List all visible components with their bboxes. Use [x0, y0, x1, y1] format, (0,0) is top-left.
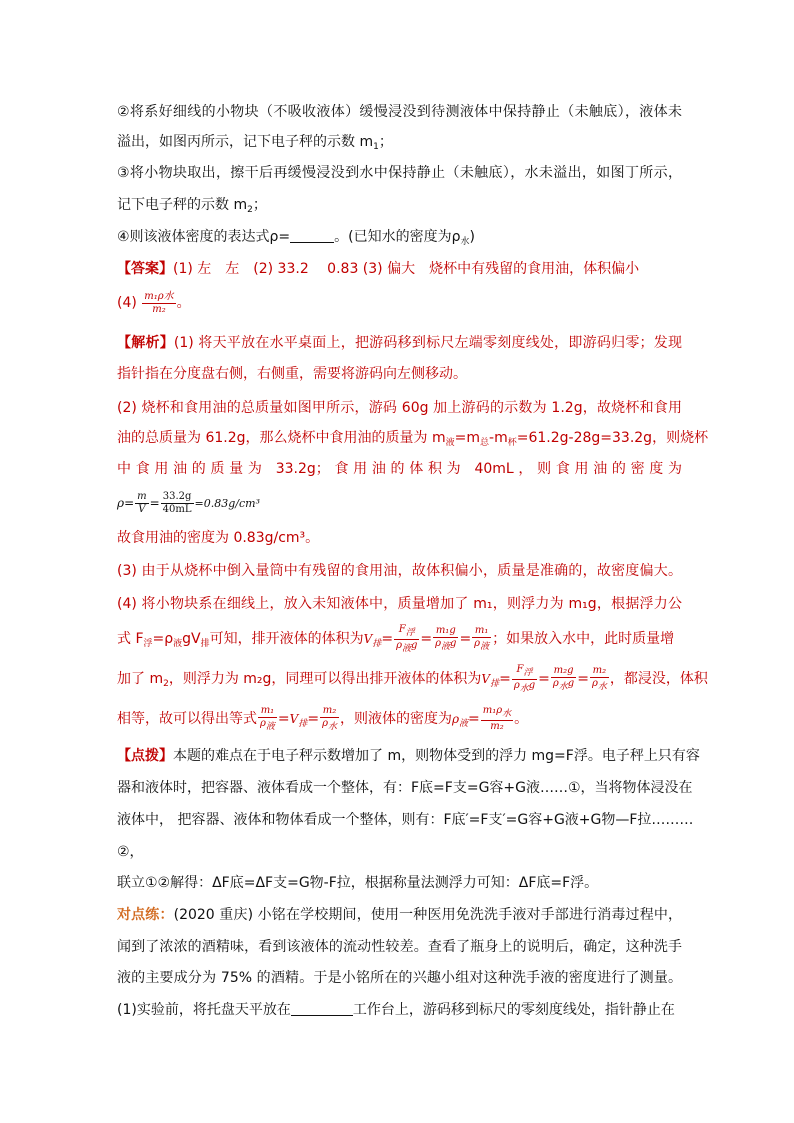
value-fraction: $\frac{33.2g}{40mL}$	[162, 491, 192, 515]
tip-tag: 【点拨】	[117, 748, 173, 764]
answer-blank	[290, 228, 334, 243]
tip-line-3: 液体中， 把容器、液体和物体看成一个整体，则有：F底′=F支′=G容+G液+G物—F拉………	[117, 812, 694, 828]
tip-line-1: 【点拨】本题的难点在于电子秤示数增加了 m，则物体受到的浮力 mg=F浮。电子秤上只有容	[117, 748, 700, 764]
tip-line-2: 器和液体时，把容器、液体看成一个整体，有：F底=F支=G容+G液……①，当将物体浸没在	[117, 780, 693, 796]
analysis-part4-line-3: 加了 $m_2$，则浮力为 m₂g，同理可以得出排开液体的体积为$V_排=$ $\frac{\text{F浮}}{\text{ρ水g}}$ = $\frac{\text{m₂g}}{\text{ρ水g}}$ = $\frac{\text{m₂}}{\text{ρ水}}$ ，都浸没，体积	[117, 663, 708, 694]
practice-tag: 对点练：	[117, 907, 174, 923]
practice-line-4: (1)实验前，将托盘天平放在 工作台上，游码移到标尺的零刻度线处，指针静止在	[117, 1002, 675, 1018]
analysis-line-2: 指针指在分度盘右侧，右侧重，需要将游码向左侧移动。	[117, 366, 467, 382]
step-4-line: ④则该液体密度的表达式ρ= 。(已知水的密度为$\rho_水$)	[117, 229, 476, 247]
m-over-v-fraction: $\frac{m}{V}$	[137, 491, 147, 515]
practice-line-3: 液的主要成分为 75% 的酒精。于是小铭所在的兴趣小组对这种洗手液的密度进行了测量。	[117, 970, 682, 986]
analysis-part4-line-4: 相等，故可以得出等式 $\frac{\text{m₁}}{\text{ρ液}}$ $=V_排=$ $\frac{\text{m₂}}{\text{ρ水}}$ ，则液体的密度为$\rho_液=$ $\frac{\text{m₁ρ水}}{\text{m₂}}$ 。	[117, 705, 529, 732]
tip-line-4: ②，	[117, 844, 144, 860]
density-formula: ρ= $\frac{m}{V}$ = $\frac{33.2g}{40mL}$ =0.83g/cm³	[117, 491, 260, 515]
analysis-part2-line-3: 中食用油的质量为 33.2g；食用油的体积为 40mL，则食用油的密度为	[117, 461, 682, 477]
answer-fraction: $\frac{\text{m₁ρ水}}{\text{m₂}}$	[144, 290, 174, 315]
step-2-line-2: 溢出，如图丙所示，记下电子秤的示数 $m_1$；	[117, 134, 393, 152]
tip-line-5: 联立①②解得：ΔF底=ΔF支=G物-F拉，根据称量法测浮力可知：ΔF底=F浮。	[117, 875, 599, 891]
analysis-part4-line-1: (4) 将小物块系在细线上，放入未知液体中，质量增加了 m₁，则浮力为 m₁g，根据浮力公	[117, 596, 682, 612]
step-3-line-2: 记下电子秤的示数 $m_2$；	[117, 197, 267, 215]
practice-line-2: 闻到了浓浓的酒精味，看到该液体的流动性较差。查看了瓶身上的说明后，确定，这种洗手	[117, 939, 682, 955]
step-2-line-1: ②将系好细线的小物块（不吸收液体）缓慢浸没到待测液体中保持静止（未触底），液体未	[117, 104, 682, 120]
answer-tag: 【答案】	[117, 261, 173, 277]
analysis-line-1: 【解析】(1) 将天平放在水平桌面上，把游码移到标尺左端零刻度线处，即游码归零；发现	[117, 335, 683, 351]
analysis-part2-line-2: 油的总质量为 61.2g，那么烧杯中食用油的质量为 $m_液=m_总-m_杯=61.2g-28g=33.2g$，则烧杯	[117, 430, 709, 448]
step-3-line-1: ③将小物块取出，擦干后再缓慢浸没到水中保持静止（未触底），水未溢出，如图丁所示，	[117, 165, 682, 181]
analysis-part4-line-2: 式 $F_浮=\rho_液gV_排$可知，排开液体的体积为$V_排=$ $\frac{\text{F浮}}{\text{ρ液g}}$ = $\frac{\text{m₁g}}{\text{ρ液g}}$ = $\frac{\text{m₁}}{\text{ρ液}}$ ；如果放入水中，此时质量增	[117, 623, 675, 654]
answer-line: 【答案】(1) 左 左 (2) 33.2 0.83 (3) 偏大 烧杯中有残留的食用油，体积偏小	[117, 261, 640, 277]
analysis-part2-line-1: (2) 烧杯和食用油的总质量如图甲所示，游码 60g 加上游码的示数为 1.2g，故烧杯和食用	[117, 400, 682, 416]
analysis-part2-conclusion: 故食用油的密度为 0.83g/cm³。	[117, 530, 320, 546]
answer-formula-line: (4) $\frac{\text{m₁ρ水}}{\text{m₂}}$ 。	[117, 290, 191, 315]
practice-line-1: 对点练：(2020 重庆) 小铭在学校期间，使用一种医用免洗洗手液对手部进行消毒过程中，	[117, 907, 683, 923]
practice-blank	[291, 1001, 353, 1016]
analysis-part3-line: (3) 由于从烧杯中倒入量筒中有残留的食用油，故体积偏小，质量是准确的，故密度偏大。	[117, 563, 682, 579]
analysis-tag: 【解析】	[117, 335, 174, 351]
